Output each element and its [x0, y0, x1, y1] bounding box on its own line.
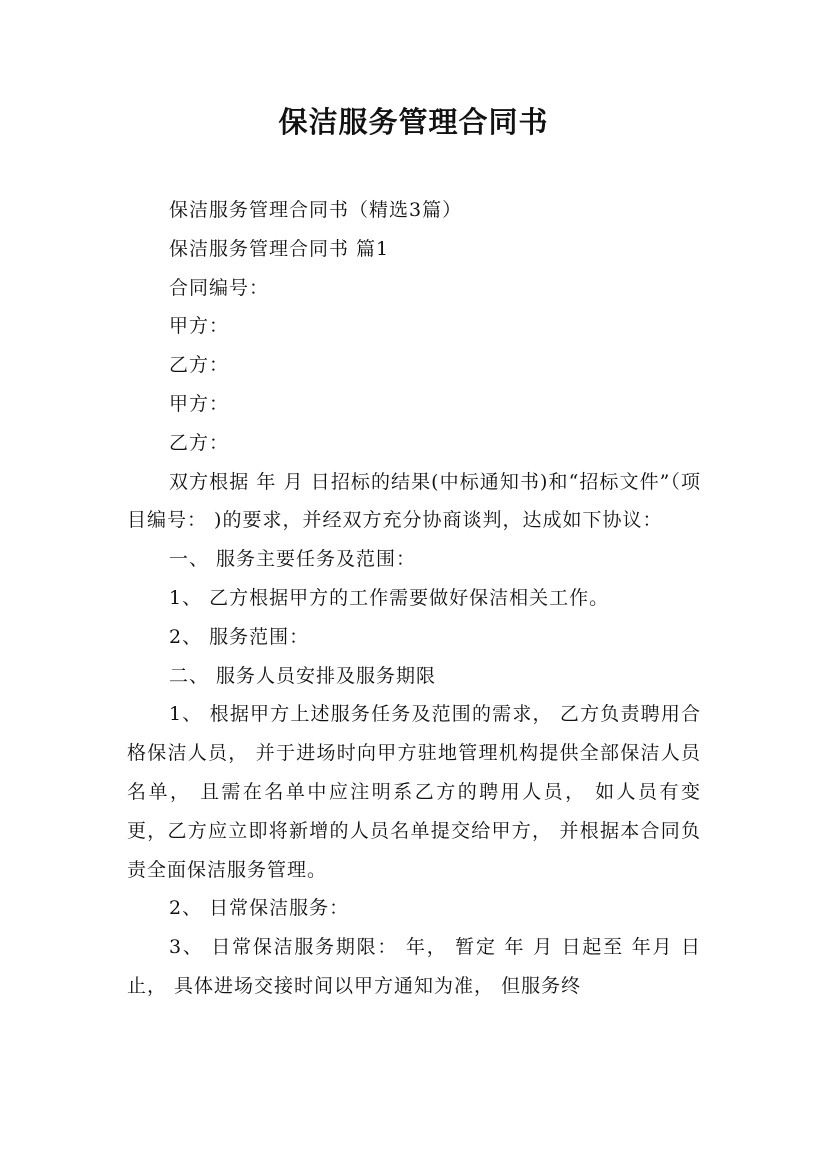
paragraph-party-a: 甲方：: [169, 315, 230, 338]
paragraph-agreement-intro: 双方根据 年 月 日招标的结果(中标通知书)和“招标文件”（项目编号： )的要求，并经双方充分协商谈判，达成如下协议：: [127, 470, 701, 532]
paragraph-collection-title: 保洁服务管理合同书（精选3篇）: [169, 199, 463, 221]
paragraph-clause-2-1: 1、 根据甲方上述服务任务及范围的需求， 乙方负责聘用合格保洁人员， 并于进场时向甲方驻地管理机构提供全部保洁人员名单， 且需在名单中应注明系乙方的聘用人员， 如人员有变更，乙方应立即将新增的人员名单提交给甲方， 并根据本合同负责全面保洁服务管理。: [127, 703, 701, 881]
paragraph-section-two: 二、 服务人员安排及服务期限: [169, 664, 437, 687]
paragraph-clause-1-1: 1、 乙方根据甲方的工作需要做好保洁相关工作。: [169, 586, 610, 609]
paragraph-article-heading: 保洁服务管理合同书 篇1: [169, 237, 390, 260]
paragraph-section-one: 一、 服务主要任务及范围：: [169, 548, 417, 571]
document-body: [127, 191, 701, 1006]
paragraph-clause-2-2: 2、 日常保洁服务：: [169, 897, 350, 920]
paragraph-party-b: 乙方：: [169, 354, 230, 377]
paragraph-clause-2-3: 3、 日常保洁服务期限： 年， 暂定 年 月 日起至 年月 日止， 具体进场交接时间以甲方通知为准， 但服务终: [127, 936, 701, 997]
paragraph-party-b-repeat: 乙方：: [169, 431, 230, 454]
paragraph-contract-number: 合同编号：: [169, 276, 270, 299]
paragraph-party-a-repeat: 甲方：: [169, 392, 230, 415]
paragraph-clause-1-2: 2、 服务范围：: [169, 625, 310, 648]
document-title: 保洁服务管理合同书: [278, 105, 549, 139]
